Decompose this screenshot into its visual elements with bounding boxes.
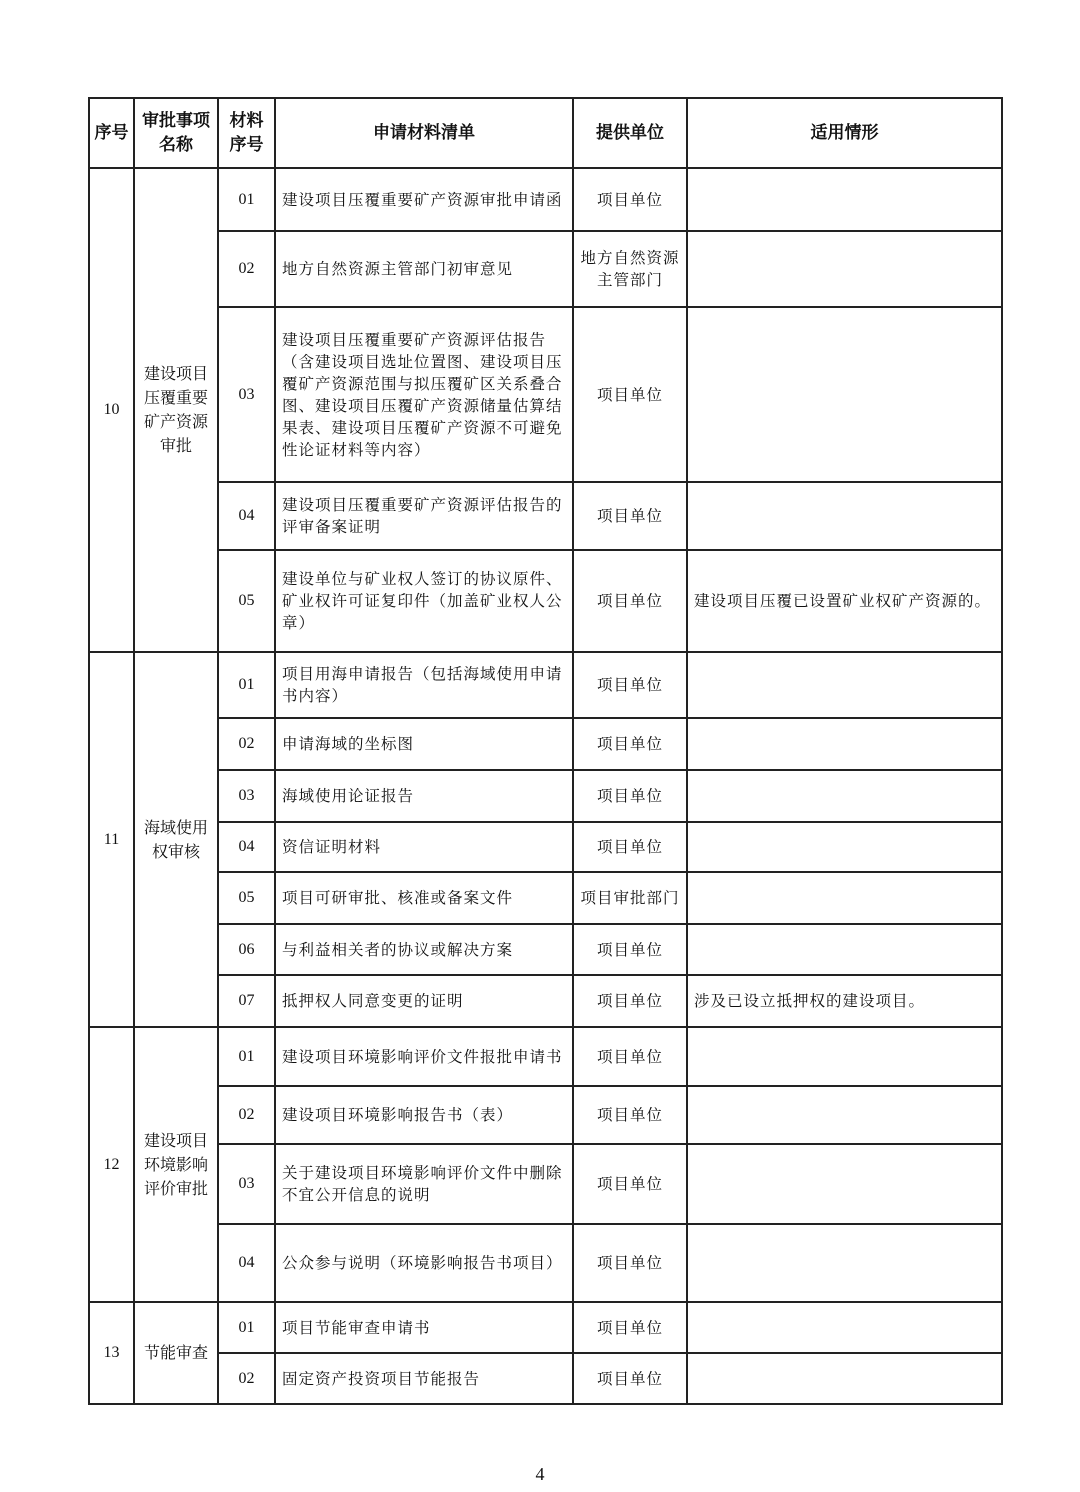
material-no: 07 [218,975,275,1027]
material-no: 04 [218,1224,275,1302]
table-header-row [89,98,1002,168]
provider-unit: 项目单位 [573,718,687,770]
material-no: 03 [218,307,275,482]
header-provider: 提供单位 [573,98,687,168]
material-no: 05 [218,872,275,924]
group-seq: 13 [89,1302,134,1404]
material-description: 建设项目环境影响评价文件报批申请书 [275,1027,573,1086]
applicable-condition [687,1086,1002,1144]
material-no: 01 [218,1302,275,1353]
applicable-condition [687,652,1002,718]
applicable-condition [687,822,1002,872]
table-row [89,1353,1002,1404]
provider-unit: 项目单位 [573,1224,687,1302]
material-description: 建设单位与矿业权人签订的协议原件、矿业权许可证复印件（加盖矿业权人公章） [275,550,573,652]
header-mat-no: 材料序号 [218,98,275,168]
group-seq: 11 [89,652,134,1027]
material-no: 04 [218,482,275,550]
material-no: 01 [218,1027,275,1086]
applicable-condition [687,1144,1002,1224]
applicable-condition [687,231,1002,307]
material-description: 项目节能审查申请书 [275,1302,573,1353]
provider-unit: 项目单位 [573,168,687,231]
material-description: 海域使用论证报告 [275,770,573,822]
material-no: 03 [218,770,275,822]
approval-materials-table [88,97,1003,1405]
material-description: 项目可研审批、核准或备案文件 [275,872,573,924]
provider-unit: 项目单位 [573,482,687,550]
provider-unit: 项目单位 [573,822,687,872]
group-seq: 10 [89,168,134,652]
table-row [89,822,1002,872]
material-description: 资信证明材料 [275,822,573,872]
material-description: 与利益相关者的协议或解决方案 [275,924,573,975]
table-row [89,872,1002,924]
material-description: 建设项目压覆重要矿产资源审批申请函 [275,168,573,231]
applicable-condition [687,1027,1002,1086]
table-row [89,1027,1002,1086]
applicable-condition [687,770,1002,822]
provider-unit: 地方自然资源主管部门 [573,231,687,307]
material-description: 建设项目压覆重要矿产资源评估报告的评审备案证明 [275,482,573,550]
provider-unit: 项目单位 [573,550,687,652]
applicable-condition [687,1353,1002,1404]
material-description: 建设项目压覆重要矿产资源评估报告（含建设项目选址位置图、建设项目压覆矿产资源范围与拟压覆矿区关系叠合图、建设项目压覆矿产资源储量估算结果表、建设项目压覆矿产资源不可避免性论证材料等内容） [275,307,573,482]
group-seq: 12 [89,1027,134,1302]
header-materials: 申请材料清单 [275,98,573,168]
table-row [89,1086,1002,1144]
material-no: 03 [218,1144,275,1224]
material-description: 建设项目环境影响报告书（表） [275,1086,573,1144]
table-row [89,482,1002,550]
table-row [89,924,1002,975]
material-no: 02 [218,1086,275,1144]
applicable-condition [687,1224,1002,1302]
table-row [89,770,1002,822]
applicable-condition: 涉及已设立抵押权的建设项目。 [687,975,1002,1027]
applicable-condition: 建设项目压覆已设置矿业权矿产资源的。 [687,550,1002,652]
material-no: 04 [218,822,275,872]
provider-unit: 项目单位 [573,1086,687,1144]
material-description: 项目用海申请报告（包括海域使用申请书内容） [275,652,573,718]
material-description: 公众参与说明（环境影响报告书项目） [275,1224,573,1302]
table-row [89,718,1002,770]
applicable-condition [687,168,1002,231]
approval-item-name: 海域使用权审核 [134,652,218,1027]
material-description: 关于建设项目环境影响评价文件中删除不宜公开信息的说明 [275,1144,573,1224]
applicable-condition [687,482,1002,550]
table-row [89,231,1002,307]
applicable-condition [687,718,1002,770]
applicable-condition [687,872,1002,924]
approval-item-name: 建设项目环境影响评价审批 [134,1027,218,1302]
header-applicable: 适用情形 [687,98,1002,168]
material-description: 固定资产投资项目节能报告 [275,1353,573,1404]
provider-unit: 项目单位 [573,770,687,822]
approval-item-name: 节能审查 [134,1302,218,1404]
table-row [89,975,1002,1027]
provider-unit: 项目审批部门 [573,872,687,924]
provider-unit: 项目单位 [573,307,687,482]
material-description: 抵押权人同意变更的证明 [275,975,573,1027]
material-no: 02 [218,1353,275,1404]
material-no: 06 [218,924,275,975]
table-row [89,307,1002,482]
material-no: 01 [218,168,275,231]
material-no: 02 [218,718,275,770]
table-row [89,1144,1002,1224]
material-no: 01 [218,652,275,718]
header-seq: 序号 [89,98,134,168]
approval-item-name: 建设项目压覆重要矿产资源审批 [134,168,218,652]
applicable-condition [687,924,1002,975]
table-body [89,168,1002,1404]
provider-unit: 项目单位 [573,1353,687,1404]
applicable-condition [687,307,1002,482]
table-row [89,550,1002,652]
provider-unit: 项目单位 [573,1302,687,1353]
page-number: 4 [535,1464,545,1484]
provider-unit: 项目单位 [573,1144,687,1224]
provider-unit: 项目单位 [573,924,687,975]
provider-unit: 项目单位 [573,975,687,1027]
provider-unit: 项目单位 [573,652,687,718]
header-name: 审批事项名称 [134,98,218,168]
applicable-condition [687,1302,1002,1353]
table-row [89,168,1002,231]
table-row [89,1224,1002,1302]
provider-unit: 项目单位 [573,1027,687,1086]
material-description: 地方自然资源主管部门初审意见 [275,231,573,307]
table-row [89,652,1002,718]
material-description: 申请海域的坐标图 [275,718,573,770]
table-row [89,1302,1002,1353]
material-no: 05 [218,550,275,652]
material-no: 02 [218,231,275,307]
